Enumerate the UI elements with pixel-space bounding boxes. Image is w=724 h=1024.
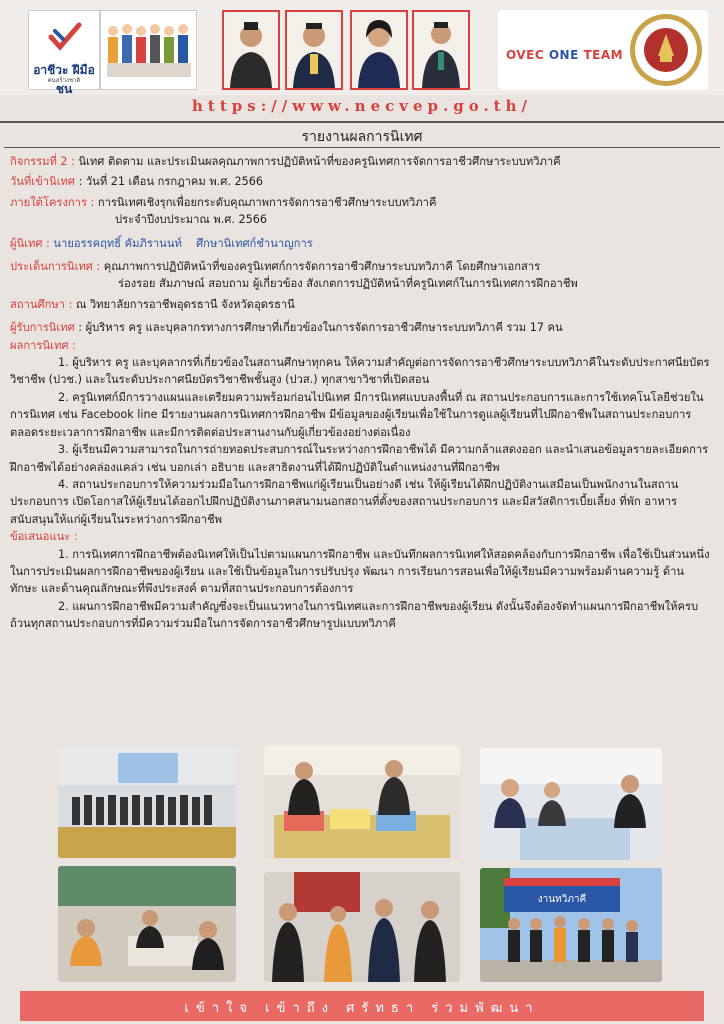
footer-banner — [20, 991, 704, 1021]
date-value: : วันที่ 21 เดือน กรกฎาคม พ.ศ. 2566 — [78, 175, 263, 189]
recipients-row — [10, 319, 710, 336]
school-label: สถานศึกษา : — [10, 297, 73, 311]
project-label: ภายใต้โครงการ : — [10, 195, 95, 209]
result-item-3: 3. ผู้เรียนมีความสามารถในการถ่ายทอดประสบการณ์ในระหว่างการฝึกอาชีพได้ มีความกล้าแสดงออก และนำเสนอข้อมูลรายละเอียดการฝึกอาชีพได้อย่างคล่องแคล่ว เช่น บอกเล่า อธิบาย และสาธิตงานที่ได้ฝึกปฏิบัติในตำแหน่งงานที่ฝึกอาชีพ — [10, 443, 709, 474]
results-label: ผลการนิเทศ : — [10, 338, 76, 352]
issue-label: ประเด็นการนิเทศ : — [10, 260, 101, 274]
supervisor-row — [10, 235, 710, 252]
photo-group-outdoor — [480, 868, 662, 982]
photo-interview — [480, 748, 662, 860]
report-body — [10, 153, 710, 633]
photo-presentation — [264, 872, 460, 982]
school-row — [10, 296, 710, 313]
ovec-one-team-panel — [498, 10, 708, 90]
footer-slogan: เข้าใจ เข้าถึง ศรัทธา ร่วมพัฒนา — [184, 1001, 540, 1016]
project-row — [10, 194, 710, 211]
worker-figures-icon — [107, 24, 191, 77]
date-row — [10, 173, 710, 190]
suggestion-item-2: 2. แผนการฝึกอาชีพมีความสำคัญซึ่งจะเป็นแนวทางในการนิเทศและการฝึกอาชีพของผู้เรียน ดังนั้นจึงต้องจัดทำแผนการฝึกอาชีพให้ครบถ้วนทุกสถานประกอบการที่มีความร่วมมือในการจัดการอาชีวศึกษารูปแบบทวิภาคี — [10, 599, 699, 631]
sign-text: งานทวิภาคี — [537, 894, 587, 905]
portrait-2 — [285, 10, 343, 90]
header-divider — [0, 121, 724, 123]
issue-line-2: ร่องรอย สัมภาษณ์ สอบถาม ผู้เกี่ยวข้อง สังเกตการปฏิบัติหน้าที่ครูนิเทศก์ในการนิเทศการฝึกอาชีพ — [118, 277, 578, 291]
result-item-2: 2. ครูนิเทศก์มีการวางแผนและเตรียมความพร้อมก่อนไปนิเทศ มีการนิเทศแบบลงพื้นที่ ณ สถานประกอบการและการใช้เทคโนโลยีช่วยในการนิเทศ เช่น Facebook line มีรายงานผลการนิเทศการฝึกอาชีพ มีข้อมูลของผู้เรียนเพื่อใช้ในการดูแลผู้เรียนที่ไปฝึกอาชีพในสถานประกอบการตลอดระยะเวลาการฝึกอาชีพ และมีการติดต่อประสานงานกับผู้เกี่ยวข้องอย่างต่อเนื่อง — [10, 390, 704, 439]
activity-value: นิเทศ ติดตาม และประเมินผลคุณภาพการปฏิบัติหน้าที่ของครูนิเทศการจัดการอาชีวศึกษาระบบทวิภาคี — [78, 155, 561, 168]
logo-subtext: คนสร้างชาติ — [47, 77, 81, 84]
date-label: วันที่เข้านิเทศ — [10, 175, 76, 189]
header-band — [0, 0, 724, 95]
logo-text: อาชีวะ ฝีมือชน — [33, 63, 95, 96]
vocational-logo — [28, 10, 100, 96]
suggestion-item-1: 1. การนิเทศการฝึกอาชีพต้องนิเทศให้เป็นไปตามแผนการฝึกอาชีพ และบันทึกผลการนิเทศให้สอดคล้องกับการฝึกอาชีพ เพื่อใช้เป็นส่วนหนึ่งในการประเมินผลการฝึกอาชีพของผู้เรียน และใช้เป็นข้อมูลในการปรับปรุง พัฒนา การเรียนการสอนเพื่อให้ผู้เรียนมีความพร้อมด้านความรู้ ด้านทักษะ และด้านคุณลักษณะที่พึงประสงค์ ตามที่สถานประกอบการต้องการ — [10, 547, 710, 596]
suggestions-label: ข้อเสนอแนะ : — [10, 530, 78, 544]
project-line-2: ประจำปีงบประมาณ พ.ศ. 2566 — [115, 213, 267, 227]
result-item-4: 4. สถานประกอบการให้ความร่วมมือในการฝึกอาชีพแก่ผู้เรียนเป็นอย่างดี เช่น ให้ผู้เรียนได้ฝึกปฏิบัติงานเสมือนเป็นพนักงานในสถานประกอบการ เปิดโอกาสให้ผู้เรียนได้ออกไปฝึกปฏิบัติงานภาคสนามนอกสถานที่ตั้งของสถานประกอบการ และมีสวัสดิการเบี้ยเลี้ยง ที่พัก อาหาร สนับสนุนให้แก่ผู้เรียนในระหว่างการฝึกอาชีพ — [10, 477, 679, 526]
school-value: ณ วิทยาลัยการอาชีพอุดรธานี จังหวัดอุดรธานี — [75, 297, 295, 311]
photo-classroom — [58, 866, 236, 982]
title-divider — [4, 147, 720, 148]
portrait-4 — [412, 10, 470, 90]
supervisor-position: ศึกษานิเทศก์ชำนาญการ — [196, 236, 313, 250]
supervisor-label: ผู้นิเทศ : — [10, 236, 50, 250]
ovec-seal-icon — [628, 12, 704, 88]
portrait-1 — [222, 10, 280, 90]
issue-row — [10, 258, 710, 275]
portrait-3 — [350, 10, 408, 90]
occupations-illustration — [100, 10, 197, 90]
recipients-value: : ผู้บริหาร ครู และบุคลากรทางการศึกษาที่เกี่ยวข้องในการจัดการอาชีวศึกษาระบบทวิภาคี รวม 17 คน — [78, 321, 563, 335]
recipients-label: ผู้รับการนิเทศ — [10, 321, 75, 335]
website-url[interactable]: https://www.necvep.go.th/ — [192, 97, 532, 115]
activity-label: กิจกรรมที่ 2 : — [10, 155, 75, 168]
activity-row — [10, 153, 710, 170]
photo-document-review — [264, 745, 460, 858]
checkmark-logo-icon — [47, 21, 83, 55]
ovec-one-team-label: OVEC ONE TEAM — [506, 48, 624, 62]
page-title: รายงานผลการนิเทศ — [301, 129, 423, 145]
photo-group-meeting — [58, 745, 236, 858]
issue-line-1: คุณภาพการปฏิบัติหน้าที่ของครูนิเทศก์การจัดการอาชีวศึกษาระบบทวิภาคี โดยศึกษาเอกสาร — [103, 260, 541, 274]
supervisor-name: นายอรรคฤทธิ์ คัมภิรานนท์ — [53, 236, 182, 250]
result-item-1: 1. ผู้บริหาร ครู และบุคลากรที่เกี่ยวข้องในสถานศึกษาทุกคน ให้ความสำคัญต่อการจัดการอาชีวศึกษาระบบทวิภาคีในระดับประกาศนียบัตรวิชาชีพ (ปวช.) และในระดับประกาศนียบัตรวิชาชีพชั้นสูง (ปวส.) ทุกสาขาวิชาที่เปิดสอน — [10, 356, 710, 387]
project-line-1: การนิเทศเชิงรุกเพื่อยกระดับคุณภาพการจัดการอาชีวศึกษาระบบทวิภาคี — [97, 195, 437, 209]
